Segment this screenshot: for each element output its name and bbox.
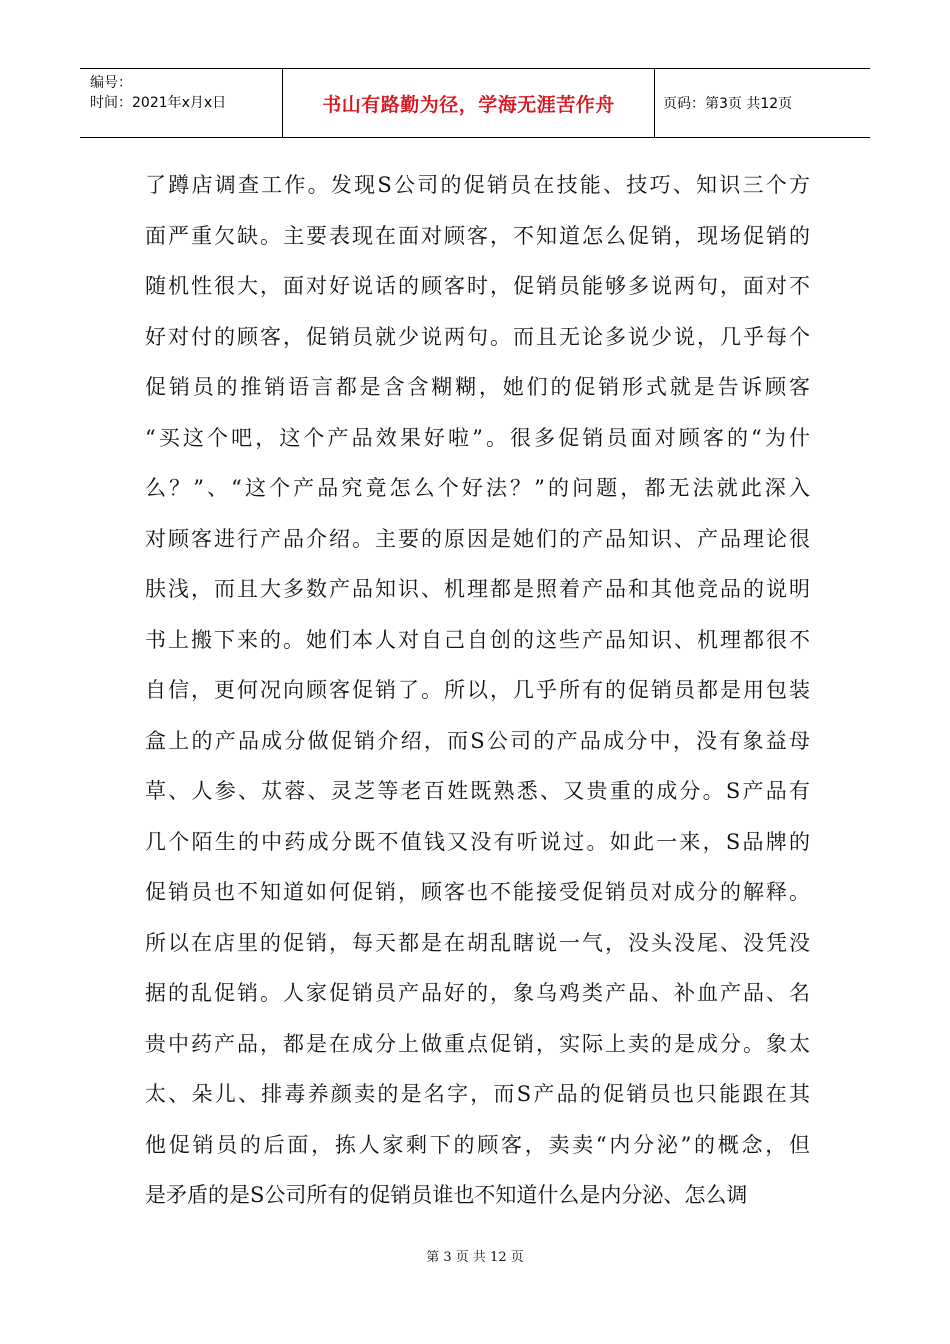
body-line: 么？”、“这个产品究竟怎么个好法？”的问题，都无法就此深入 bbox=[145, 476, 810, 500]
body-line: “买这个吧，这个产品效果好啦”。很多促销员面对顾客的“为什 bbox=[145, 425, 810, 450]
body-line: 肤浅，而且大多数产品知识、机理都是照着产品和其他竞品的说明 bbox=[145, 577, 810, 601]
header-page-info: 页码：第3页 共12页 bbox=[663, 96, 793, 112]
body-line: 促销员的推销语言都是含含糊糊，她们的促销形式就是告诉顾客 bbox=[145, 375, 810, 399]
body-line: 对顾客进行产品介绍。主要的原因是她们的产品知识、产品理论很 bbox=[145, 526, 810, 551]
document-number-label: 编号： bbox=[90, 75, 132, 91]
body-line: 几个陌生的中药成分既不值钱又没有听说过。如此一来，S品牌的 bbox=[145, 829, 810, 854]
body-line: 随机性很大，面对好说话的顾客时，促销员能够多说两句，面对不 bbox=[145, 274, 810, 298]
body-line: 好对付的顾客，促销员就少说两句。而且无论多说少说，几乎每个 bbox=[145, 324, 810, 349]
body-line: 所以在店里的促销，每天都是在胡乱瞎说一气，没头没尾、没凭没 bbox=[145, 930, 810, 955]
document-date: 时间：2021年x月x日 bbox=[90, 95, 227, 111]
body-line: 自信，更何况向顾客促销了。所以，几乎所有的促销员都是用包装 bbox=[145, 678, 810, 702]
body-line: 促销员也不知道如何促销，顾客也不能接受促销员对成分的解释。 bbox=[145, 880, 810, 904]
body-line: 是矛盾的是S公司所有的促销员谁也不知道什么是内分泌、怎么调 bbox=[145, 1183, 748, 1207]
body-line: 了蹲店调查工作。发现S公司的促销员在技能、技巧、知识三个方 bbox=[145, 173, 810, 197]
header-meta bbox=[80, 69, 283, 137]
header-motto: 书山有路勤为径，学海无涯苦作舟 bbox=[283, 69, 655, 137]
body-line: 他促销员的后面，拣人家剩下的顾客，卖卖“内分泌”的概念，但 bbox=[145, 1132, 810, 1157]
page-footer: 第 3 页 共 12 页 bbox=[426, 1250, 524, 1265]
body-line: 盒上的产品成分做促销介绍，而S公司的产品成分中，没有象益母 bbox=[145, 728, 810, 753]
page-header bbox=[80, 68, 870, 138]
body-line: 据的乱促销。人家促销员产品好的，象乌鸡类产品、补血产品、名 bbox=[145, 981, 810, 1005]
document-body bbox=[145, 160, 810, 1221]
body-line: 太、朵儿、排毒养颜卖的是名字，而S产品的促销员也只能跟在其 bbox=[145, 1082, 810, 1106]
body-line: 贵中药产品，都是在成分上做重点促销，实际上卖的是成分。象太 bbox=[145, 1031, 810, 1056]
body-line: 面严重欠缺。主要表现在面对顾客，不知道怎么促销，现场促销的 bbox=[145, 223, 810, 248]
body-line: 草、人参、苁蓉、灵芝等老百姓既熟悉、又贵重的成分。S产品有 bbox=[145, 779, 810, 803]
body-line: 书上搬下来的。她们本人对自己自创的这些产品知识、机理都很不 bbox=[145, 627, 810, 652]
